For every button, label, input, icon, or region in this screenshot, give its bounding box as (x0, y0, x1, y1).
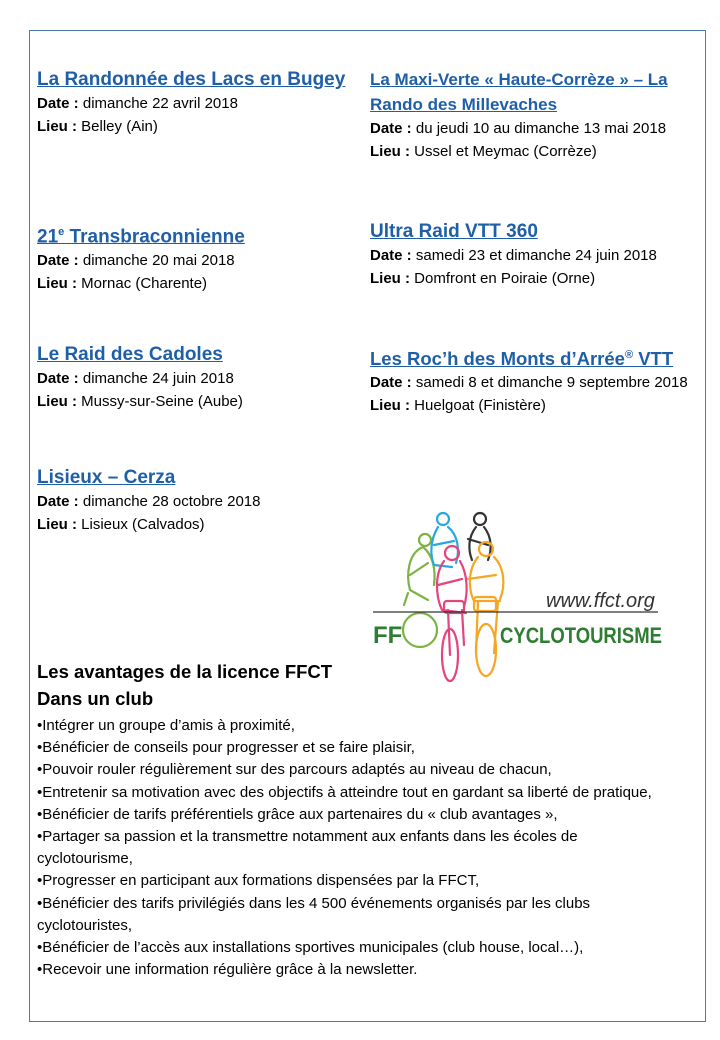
event-date: Date : samedi 23 et dimanche 24 juin 2018 (370, 247, 657, 264)
event-roch-monts-arree (370, 343, 705, 417)
list-item: •Bénéficier de l’accès aux installations sportives municipales (club house, local…), (37, 939, 584, 957)
event-lieu: Lieu : Huelgoat (Finistère) (370, 397, 546, 415)
list-item: •Recevoir une information régulière grâce à la newsletter. (37, 961, 418, 979)
event-lieu: Lieu : Ussel et Meymac (Corrèze) (370, 143, 597, 160)
logo-cyclotourisme: CYCLOTOURISME (500, 623, 662, 648)
event-lieu: Lieu : Domfront en Poiraie (Orne) (370, 270, 596, 287)
event-title-link[interactable]: Lisieux – Cerza (37, 467, 176, 488)
event-lisieux-cerza (37, 466, 367, 536)
list-item: •Intégrer un groupe d’amis à proximité, (37, 717, 295, 734)
list-item: •Progresser en participant aux formations dispensées par la FFCT, (37, 872, 480, 890)
event-date: Date : dimanche 20 mai 2018 (37, 252, 235, 270)
event-title-link[interactable]: Ultra Raid VTT 360 (370, 221, 538, 242)
event-lacs-bugey (37, 68, 367, 138)
list-item: •Bénéficier de tarifs préférentiels grâce aux partenaires du « club avantages », (37, 805, 558, 823)
event-lieu: Lieu : Belley (Ain) (37, 118, 158, 135)
advantages-list (37, 715, 667, 981)
list-item: •Entretenir sa motivation avec des objectifs à atteindre tout en gardant sa liberté de pratique, (37, 783, 652, 801)
list-item: •Pouvoir rouler régulièrement sur des parcours adaptés au niveau de chacun, (37, 761, 552, 779)
orange-cyclist-icon (468, 542, 503, 676)
event-date: Date : dimanche 22 avril 2018 (37, 95, 238, 112)
event-lieu: Lieu : Mornac (Charente) (37, 275, 208, 293)
event-ultra-raid (370, 220, 705, 290)
list-item: •Bénéficier de conseils pour progresser et se faire plaisir, (37, 739, 415, 757)
event-maxi-verte (370, 67, 705, 163)
advantages-section (37, 658, 667, 981)
logo-ff: FF (373, 622, 403, 649)
advantages-heading: Les avantages de la licence FFCT (37, 661, 333, 682)
advantages-subheading: Dans un club (37, 688, 154, 709)
event-date: Date : dimanche 24 juin 2018 (37, 370, 234, 387)
event-lieu: Lieu : Mussy-sur-Seine (Aube) (37, 393, 243, 410)
event-raid-cadoles (37, 343, 367, 413)
event-title-link[interactable]: Les Roc’h des Monts d’Arrée® VTT (370, 348, 674, 370)
event-date: Date : samedi 8 et dimanche 9 septembre 2018 (370, 374, 688, 392)
list-item: •Partager sa passion et la transmettre notamment aux enfants dans les écoles de cyclotourisme, (37, 828, 578, 868)
event-title-link[interactable]: La Randonnée des Lacs en Bugey (37, 69, 346, 90)
logo-url: www.ffct.org (546, 590, 655, 612)
event-title-link[interactable]: Le Raid des Cadoles (37, 344, 223, 365)
event-lieu: Lieu : Lisieux (Calvados) (37, 516, 205, 533)
event-transbraconnienne (37, 220, 367, 295)
event-title-link[interactable]: 21e Transbraconnienne (37, 226, 245, 248)
event-title-link[interactable]: La Maxi-Verte « Haute-Corrèze » – La Rando des Millevaches (370, 70, 668, 114)
list-item: •Bénéficier des tarifs privilégiés dans les 4 500 événements organisés par les clubs cyclotouristes, (37, 894, 591, 934)
event-date: Date : du jeudi 10 au dimanche 13 mai 2018 (370, 120, 667, 137)
event-date: Date : dimanche 28 octobre 2018 (37, 493, 261, 510)
